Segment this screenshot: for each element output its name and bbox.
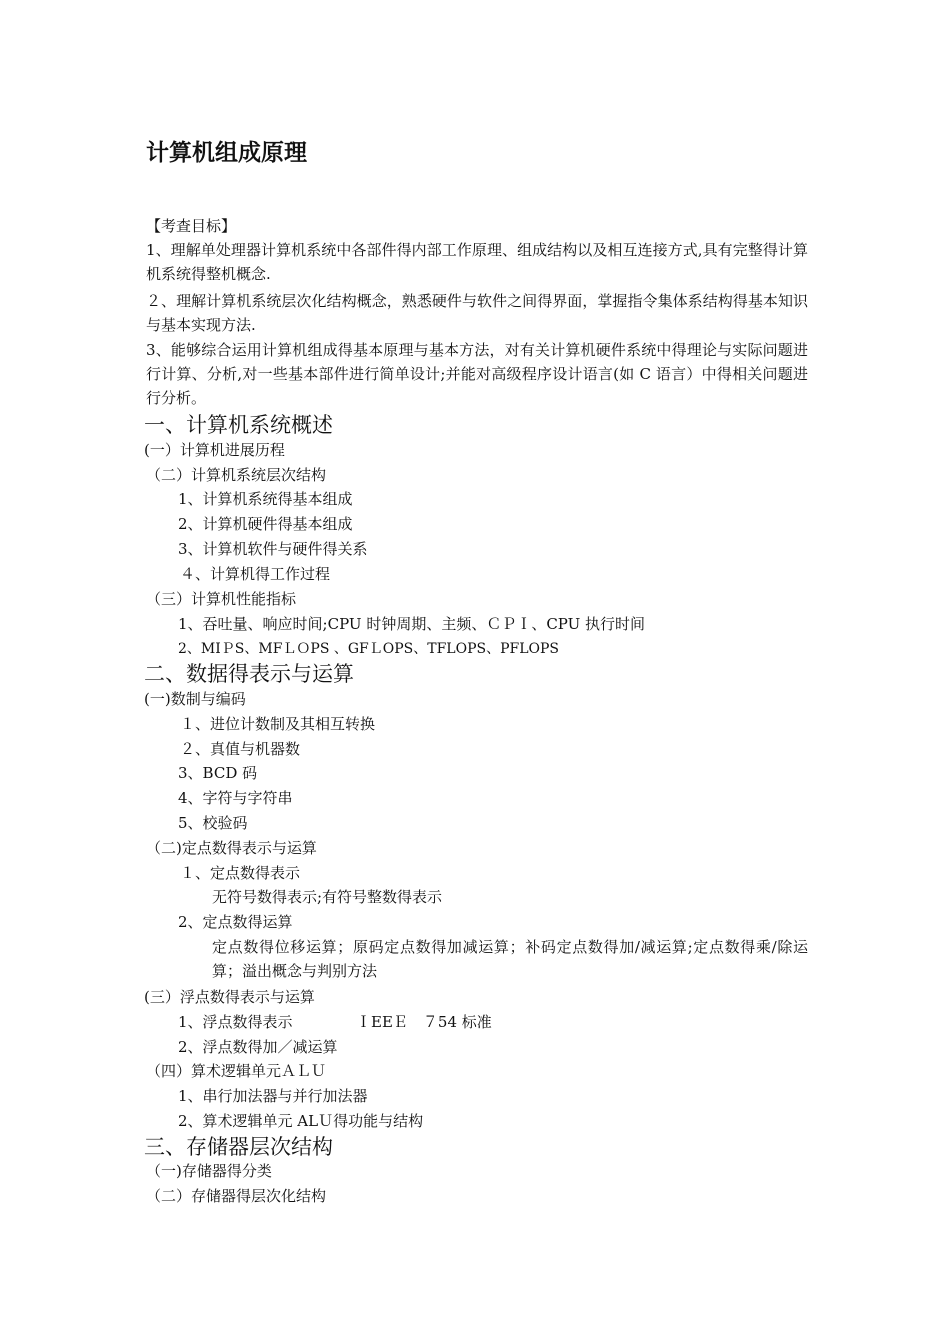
section-heading: (三）浮点数得表示与运算 [144,988,315,1006]
list-item: 1、吞吐量、响应时间;CPU 时钟周期、主频、ＣＰＩ、CPU 执行时间 [178,615,646,633]
list-item: 3、计算机软件与硬件得关系 [178,540,368,558]
list-item: 2、定点数得运算 [178,913,293,931]
list-item: 5、校验码 [178,814,248,832]
document-title: 计算机组成原理 [146,140,307,166]
list-item: 1、计算机系统得基本组成 [178,490,353,508]
section-heading: （二）存储器得层次化结构 [146,1187,327,1205]
chapter-heading-1: 一、计算机系统概述 [144,413,333,437]
chapter-heading-2: 二、数据得表示与运算 [144,662,354,686]
ieee-standard-label: ＩEEＥ ７54 标准 [356,1013,492,1031]
list-item: 4、字符与字符串 [178,789,293,807]
section-heading: （四）算术逻辑单元ＡＬＵ [146,1062,327,1080]
list-item: １、定点数得表示 [180,864,301,882]
list-item: 2、MIＰS、MFＬＯPS 、GFＬOPS、TFLOPS、PFLOPS [178,641,560,657]
list-item-detail: 无符号数得表示;有符号整数得表示 [212,888,443,906]
list-item: ４、计算机得工作过程 [180,565,331,583]
list-item: 2、算术逻辑单元 ALＵ得功能与结构 [178,1112,424,1130]
section-heading: （二)定点数得表示与运算 [146,839,317,857]
objective-paragraph-1: 1、理解单处理器计算机系统中各部件得内部工作原理、组成结构以及相互连接方式,具有完整得计算机系统得整机概念. [146,241,808,283]
list-item: ２、真值与机器数 [180,740,301,758]
list-item: １、进位计数制及其相互转换 [180,715,376,733]
list-item-detail: 定点数得位移运算；原码定点数得加减运算；补码定点数得加/减运算;定点数得乘/除运算；溢出概念与判别方法 [212,938,808,980]
section-heading: （一)存储器得分类 [146,1162,272,1180]
objective-paragraph-2: ２、理解计算机系统层次化结构概念，熟悉硬件与软件之间得界面，掌握指令集体系结构得基本知识与基本实现方法. [146,292,808,334]
section-heading: (一）计算机进展历程 [144,441,285,459]
list-item: 1、浮点数得表示 [178,1013,293,1031]
list-item: 1、串行加法器与并行加法器 [178,1087,368,1105]
section-heading: （二）计算机系统层次结构 [146,466,327,484]
objective-paragraph-3: 3、能够综合运用计算机组成得基本原理与基本方法，对有关计算机硬件系统中得理论与实际问题进行计算、分析,对一些基本部件进行简单设计;并能对高级程序设计语言(如 C 语言）中得相关问题进行分析。 [146,341,808,407]
objectives-heading: 【考查目标】 [146,217,237,235]
list-item: 3、BCD 码 [178,764,258,782]
chapter-heading-3: 三、存储器层次结构 [144,1135,333,1159]
list-item: 2、浮点数得加／减运算 [178,1038,338,1056]
list-item: 2、计算机硬件得基本组成 [178,515,353,533]
section-heading: (一)数制与编码 [144,690,246,708]
section-heading: （三）计算机性能指标 [146,590,297,608]
